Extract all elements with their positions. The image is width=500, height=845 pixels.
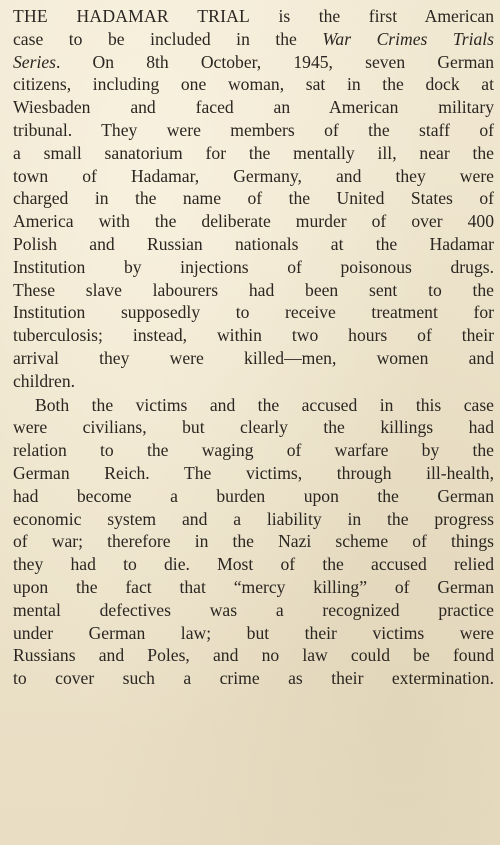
text-line: economic system and a liability in the progress [13, 508, 494, 529]
text-line: upon the fact that “mercy killing” of German [13, 576, 494, 597]
text-line: tuberculosis; instead, within two hours of their [13, 325, 494, 346]
series-title-italic: War Crimes Trials [322, 28, 494, 49]
text-line: had become a burden upon the German [13, 485, 494, 506]
text-line: Wiesbaden and faced an American military [13, 97, 494, 118]
text-line: America with the deliberate murder of over 400 [13, 211, 494, 232]
paragraph-2 [13, 394, 494, 690]
text-line: they had to die. Most of the accused relied [13, 554, 494, 575]
text-line: Russians and Poles, and no law could be found [13, 645, 494, 666]
text-line: case to be included in the War Crimes Trials [13, 28, 494, 49]
text-line: under German law; but their victims were [13, 622, 494, 643]
text-line: Both the victims and the accused in this case [35, 394, 494, 415]
text-line: town of Hadamar, Germany, and they were [13, 165, 494, 186]
text-line: Institution supposedly to receive treatment for [13, 302, 494, 323]
text-line: to cover such a crime as their extermination. [13, 668, 494, 689]
text-line: tribunal. They were members of the staff of [13, 119, 494, 140]
text-line: These slave labourers had been sent to the [13, 279, 494, 300]
text-line: citizens, including one woman, sat in the dock at [13, 74, 494, 95]
trial-name-smallcaps: THE HADAMAR TRIAL [13, 6, 250, 26]
paragraph-1 [13, 5, 494, 393]
text-line: THE HADAMAR TRIAL is the first American [13, 6, 494, 26]
text-line: were civilians, but clearly the killings had [13, 417, 494, 438]
text-line: arrival they were killed—men, women and [13, 347, 494, 368]
text-line: children. [13, 370, 76, 391]
text-line: charged in the name of the United States of [13, 188, 494, 209]
text-line: Series. On 8th October, 1945, seven German [13, 51, 494, 72]
text-line: relation to the waging of warfare by the [13, 440, 494, 461]
text-line: German Reich. The victims, through ill-health, [13, 462, 494, 483]
text-line: a small sanatorium for the mentally ill, near the [13, 142, 494, 163]
text-line: Institution by injections of poisonous drugs. [13, 256, 494, 277]
text-line: mental defectives was a recognized practice [13, 599, 494, 620]
series-title-italic: Series [13, 51, 56, 72]
text-line: of war; therefore in the Nazi scheme of things [13, 531, 494, 552]
text-line: Polish and Russian nationals at the Hadamar [13, 233, 494, 254]
